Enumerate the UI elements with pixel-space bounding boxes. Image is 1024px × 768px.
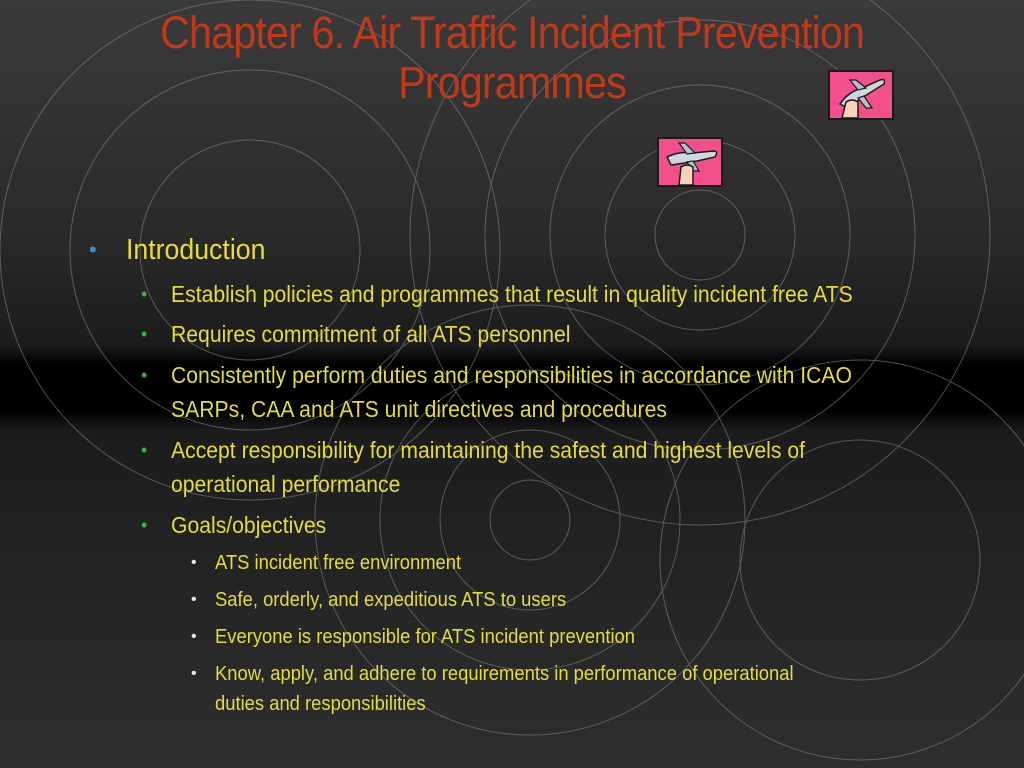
bullet-text: ATS incident free environment — [215, 552, 462, 574]
bullet-dot: • — [89, 237, 97, 262]
bullet-text-line1: Know, apply, and adhere to requirements in performance of operational — [215, 663, 794, 685]
bullet-dot: • — [141, 440, 148, 460]
bullet-accept-responsibility — [141, 433, 951, 501]
bullet-goal-incident-free — [191, 548, 915, 578]
hand-holding-airplane-icon — [657, 137, 723, 187]
bullet-text: Establish policies and programmes that result in quality incident free ATS — [171, 281, 853, 307]
bullet-dot: • — [191, 554, 197, 571]
bullet-text: Everyone is responsible for ATS incident prevention — [215, 626, 636, 648]
bullet-dot: • — [141, 324, 148, 344]
bullet-text-line2: operational performance — [171, 471, 401, 497]
bullet-text-line1: Accept responsibility for maintaining the safest and highest levels of — [171, 437, 805, 463]
bullet-introduction — [89, 234, 278, 266]
bullet-goal-everyone — [191, 622, 915, 652]
bullet-text: Requires commitment of all ATS personnel — [171, 321, 571, 347]
hand-holding-airplane-icon — [828, 70, 894, 120]
bullet-dot: • — [191, 665, 197, 682]
bullet-text-line1: Consistently perform duties and responsibilities in accordance with ICAO — [171, 362, 852, 388]
bullet-policies — [141, 277, 951, 311]
bullet-dot: • — [141, 365, 148, 385]
bullet-text: Goals/objectives — [171, 512, 327, 538]
slide-title-line2: Programmes — [398, 57, 626, 108]
bullet-dot: • — [191, 628, 197, 645]
bullet-goal-safe-orderly — [191, 585, 915, 615]
bullet-goals — [141, 508, 951, 542]
bullet-dot: • — [141, 515, 148, 535]
bullet-text-line2: duties and responsibilities — [215, 693, 426, 715]
bullet-dot: • — [191, 591, 197, 608]
bullet-text-line2: SARPs, CAA and ATS unit directives and procedures — [171, 396, 667, 422]
slide-title-line1: Chapter 6. Air Traffic Incident Prevention — [160, 7, 864, 58]
bullet-commitment — [141, 317, 951, 351]
bullet-text: Introduction — [126, 234, 266, 266]
bullet-text: Safe, orderly, and expeditious ATS to users — [215, 589, 567, 611]
bullet-goal-know-apply — [191, 659, 915, 719]
bullet-consistently-perform — [141, 358, 951, 426]
bullet-dot: • — [141, 284, 148, 304]
